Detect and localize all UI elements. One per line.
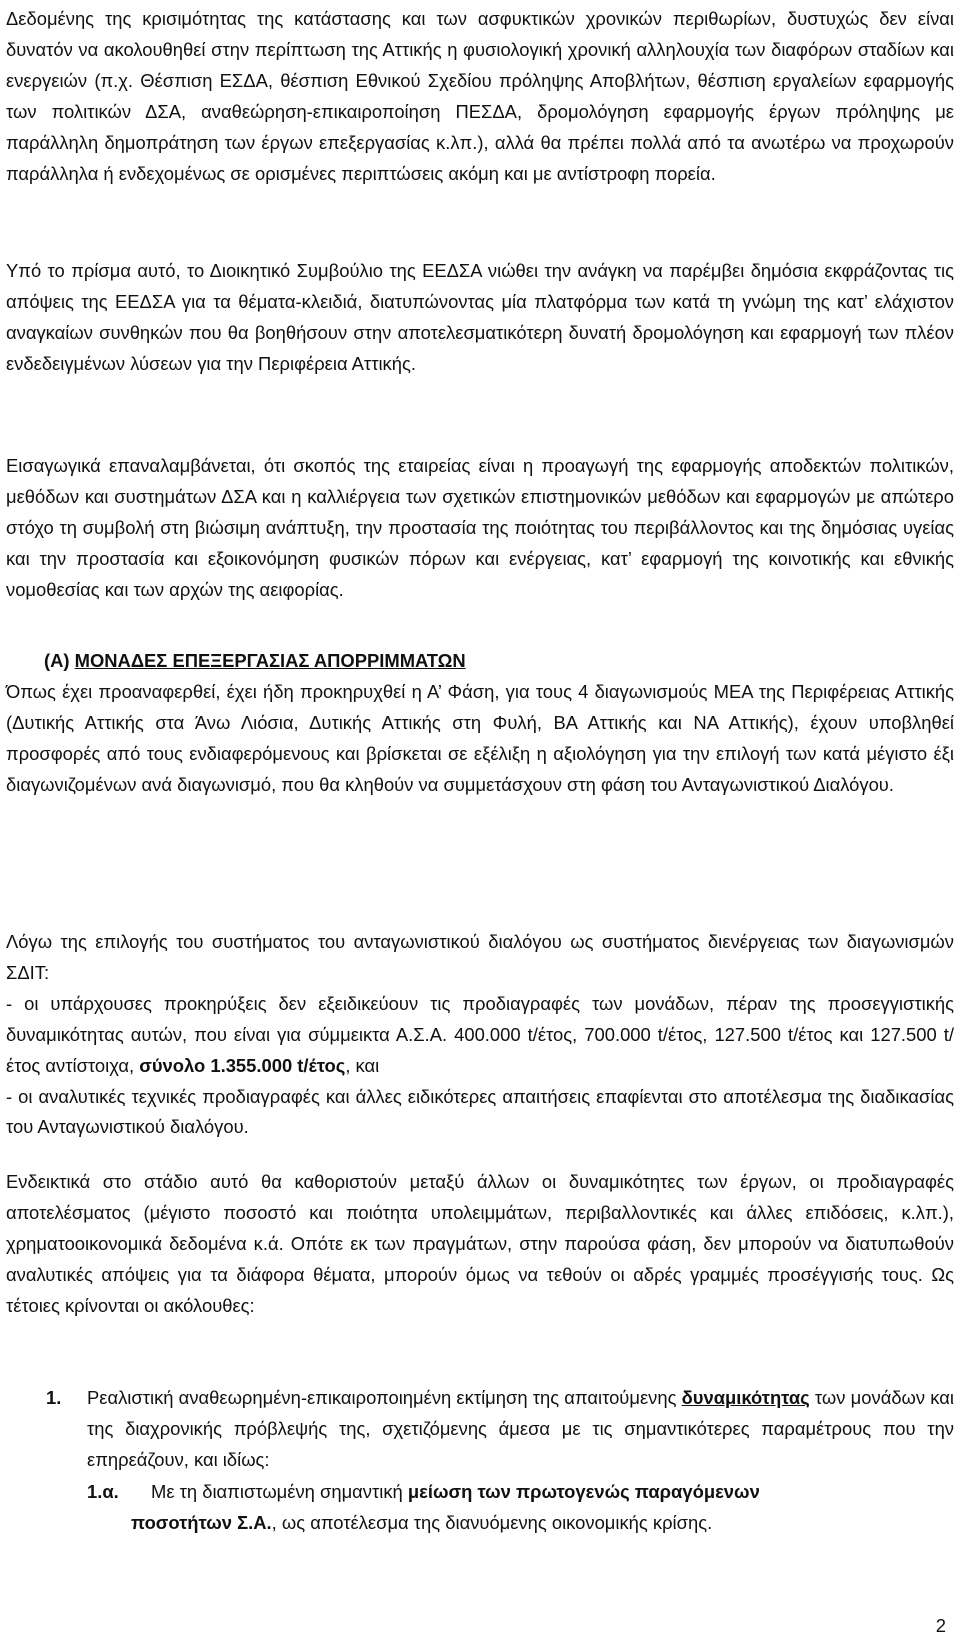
section-heading-prefix: (Α) xyxy=(44,650,75,671)
paragraph-intro: Δεδομένης της κρισιμότητας της κατάστασης και των ασφυκτικών χρονικών περιθωρίων, δυστυχώς δεν είναι δυνατόν να ακολουθηθεί στην περίπτωση της Αττικής η φυσιολογική χρονική αλληλουχία των διαφόρων σταδίων και ενεργειών (π.χ. Θέσπιση ΕΣΔΑ, θέσπιση Εθνικού Σχεδίου πρόληψης Αποβλήτων, θέσπιση εργαλείων εφαρμογής των πολιτικών ΔΣΑ, αναθεώρηση-επικαιροποίηση ΠΕΣΔΑ, δρομολόγηση εφαρμογής έργων πρόληψης με παράλληλη δημοπράτηση των έργων επεξεργασίας κ.λπ.), αλλά θα πρέπει πολλά από τα ανωτέρω να προχωρούν παράλληλα ή ενδεχομένως σε ορισμένες περιπτώσεις ακόμη και με αντίστροφη πορεία. xyxy=(6,8,954,184)
paragraph-competitive-dialogue xyxy=(6,927,954,1143)
paragraph-indicative: Ενδεικτικά στο στάδιο αυτό θα καθοριστούν μεταξύ άλλων οι δυναμικότητες των έργων, οι προδιαγραφές αποτελέσματος (μέγιστο ποσοστό και ποιότητα υπολειμμάτων, περιβαλλοντικές και άλλες επιδόσεις, κ.λπ.), χρηματοοικονομικά δεδομένα κ.ά. Οπότε εκ των πραγμάτων, στην παρούσα φάση, δεν μπορούν να διατυπωθούν αναλυτικές απόψεις για τα διάφορα θέματα, μπορούν όμως να τεθούν οι αδρές γραμμές προσέγγισής τους. Ως τέτοιες κρίνονται οι ακόλουθες: xyxy=(6,1171,954,1316)
bullet-specifications: - οι αναλυτικές τεχνικές προδιαγραφές και άλλες ειδικότερες απαιτήσεις επαφίενται στο αποτέλεσμα της διαδικασίας του Ανταγωνιστικού διαλόγου. xyxy=(6,1085,954,1138)
sub-list-item-line2 xyxy=(131,1508,954,1539)
sub-list-item-line1 xyxy=(151,1477,954,1508)
section-heading xyxy=(6,646,954,677)
sub-list-item-keyword: μείωση των πρωτογενώς παραγόμενων xyxy=(407,1481,760,1502)
sub-list-item-number: 1.α. xyxy=(87,1481,119,1502)
bullet-capacity-total: σύνολο 1.355.000 t/έτος xyxy=(139,1054,346,1076)
paragraph-company-purpose: Εισαγωγικά επαναλαμβάνεται, ότι σκοπός της εταιρείας είναι η προαγωγή της εφαρμογής αποδεκτών πολιτικών, μεθόδων και συστημάτων ΔΣΑ και η καλλιέργεια των σχετικών επιστημονικών μεθόδων και εφαρμογών με απώτερο στόχο τη συμβολή στη βιώσιμη ανάπτυξη, την προστασία της ποιότητας του περιβάλλοντος και της δημόσιας υγείας και την προστασία και εξοικονόμηση φυσικών πόρων και ενέργειας, κατ’ εφαρμογή της κοινοτικής και εθνικής νομοθεσίας και των αρχών της αειφορίας. xyxy=(6,455,954,600)
page-number: 2 xyxy=(935,1615,946,1636)
list-item-keyword: δυναμικότητας xyxy=(681,1387,810,1408)
paragraph-phase-a: Όπως έχει προαναφερθεί, έχει ήδη προκηρυχθεί η Α’ Φάση, για τους 4 διαγωνισμούς ΜΕΑ της Περιφέρειας Αττικής (Δυτικής Αττικής στα Άνω Λιόσια, Δυτικής Αττικής στη Φυλή, ΒΑ Αττικής και ΝΑ Αττικής), έχουν υποβληθεί προσφορές από τους ενδιαφερόμενους και βρίσκεται σε εξέλιξη η αξιολόγηση για την επιλογή των κατά μέγιστο έξι διαγωνιζομένων ανά διαγωνισμό, που θα κληθούν να συμμετάσχουν στη φάση του Ανταγωνιστικού Διαλόγου. xyxy=(6,680,954,795)
sub-list-item-text-start: Με τη διαπιστωμένη σημαντική xyxy=(151,1481,408,1502)
section-heading-title: ΜΟΝΑΔΕΣ ΕΠΕΞΕΡΓΑΣΙΑΣ ΑΠΟΡΡΙΜΜΑΤΩΝ xyxy=(74,650,466,671)
sub-list-item-keyword-2: ποσοτήτων Σ.Α. xyxy=(131,1512,272,1533)
competitive-dialogue-intro: Λόγω της επιλογής του συστήματος του ανταγωνιστικού διαλόγου ως συστήματος διενέργειας των διαγωνισμών ΣΔΙΤ: xyxy=(6,931,954,983)
list-item-body xyxy=(87,1383,954,1476)
list-item-text-start: Ρεαλιστική αναθεωρημένη-επικαιροποιημένη εκτίμηση της απαιτούμενης xyxy=(87,1387,682,1408)
bullet-capacity-text: - οι υπάρχουσες προκηρύξεις δεν εξειδικεύουν τις προδιαγραφές των μονάδων, πέραν της προσεγγιστικής δυναμικότητας αυτών, που είναι για σύμμεικτα Α.Σ.Α. 400.000 t/έτος, 700.000 t/έτος, 127.500 t/έτος και 127.500 t/έτος αντίστοιχα, xyxy=(6,992,954,1076)
paragraph-board-statement: Υπό το πρίσμα αυτό, το Διοικητικό Συμβούλιο της ΕΕΔΣΑ νιώθει την ανάγκη να παρέμβει δημόσια εκφράζοντας τις απόψεις της ΕΕΔΣΑ για τα θέματα-κλειδιά, διατυπώνοντας μία πλατφόρμα των κατά τη γνώμη της κατ’ ελάχιστον αναγκαίων συνθηκών που θα βοηθήσουν στην αποτελεσματικότερη δυνατή δρομολόγηση και εφαρμογή των πλέον ενδεδειγμένων λύσεων για την Περιφέρεια Αττικής. xyxy=(6,260,954,374)
bullet-capacity-end: , και xyxy=(345,1054,380,1076)
sub-list-item-text-end: , ως αποτέλεσμα της διανυόμενης οικονομικής κρίσης. xyxy=(271,1512,713,1533)
bullet-capacity xyxy=(6,989,954,1082)
list-item-text-end: των μονάδων και της διαχρονικής πρόβλεψής της, σχετιζόμενης άμεσα με τις σημαντικότερες παραμέτρους που την επηρεάζουν, και ιδίως: xyxy=(87,1387,954,1470)
list-item-number: 1. xyxy=(46,1387,62,1408)
section-a xyxy=(6,646,954,801)
